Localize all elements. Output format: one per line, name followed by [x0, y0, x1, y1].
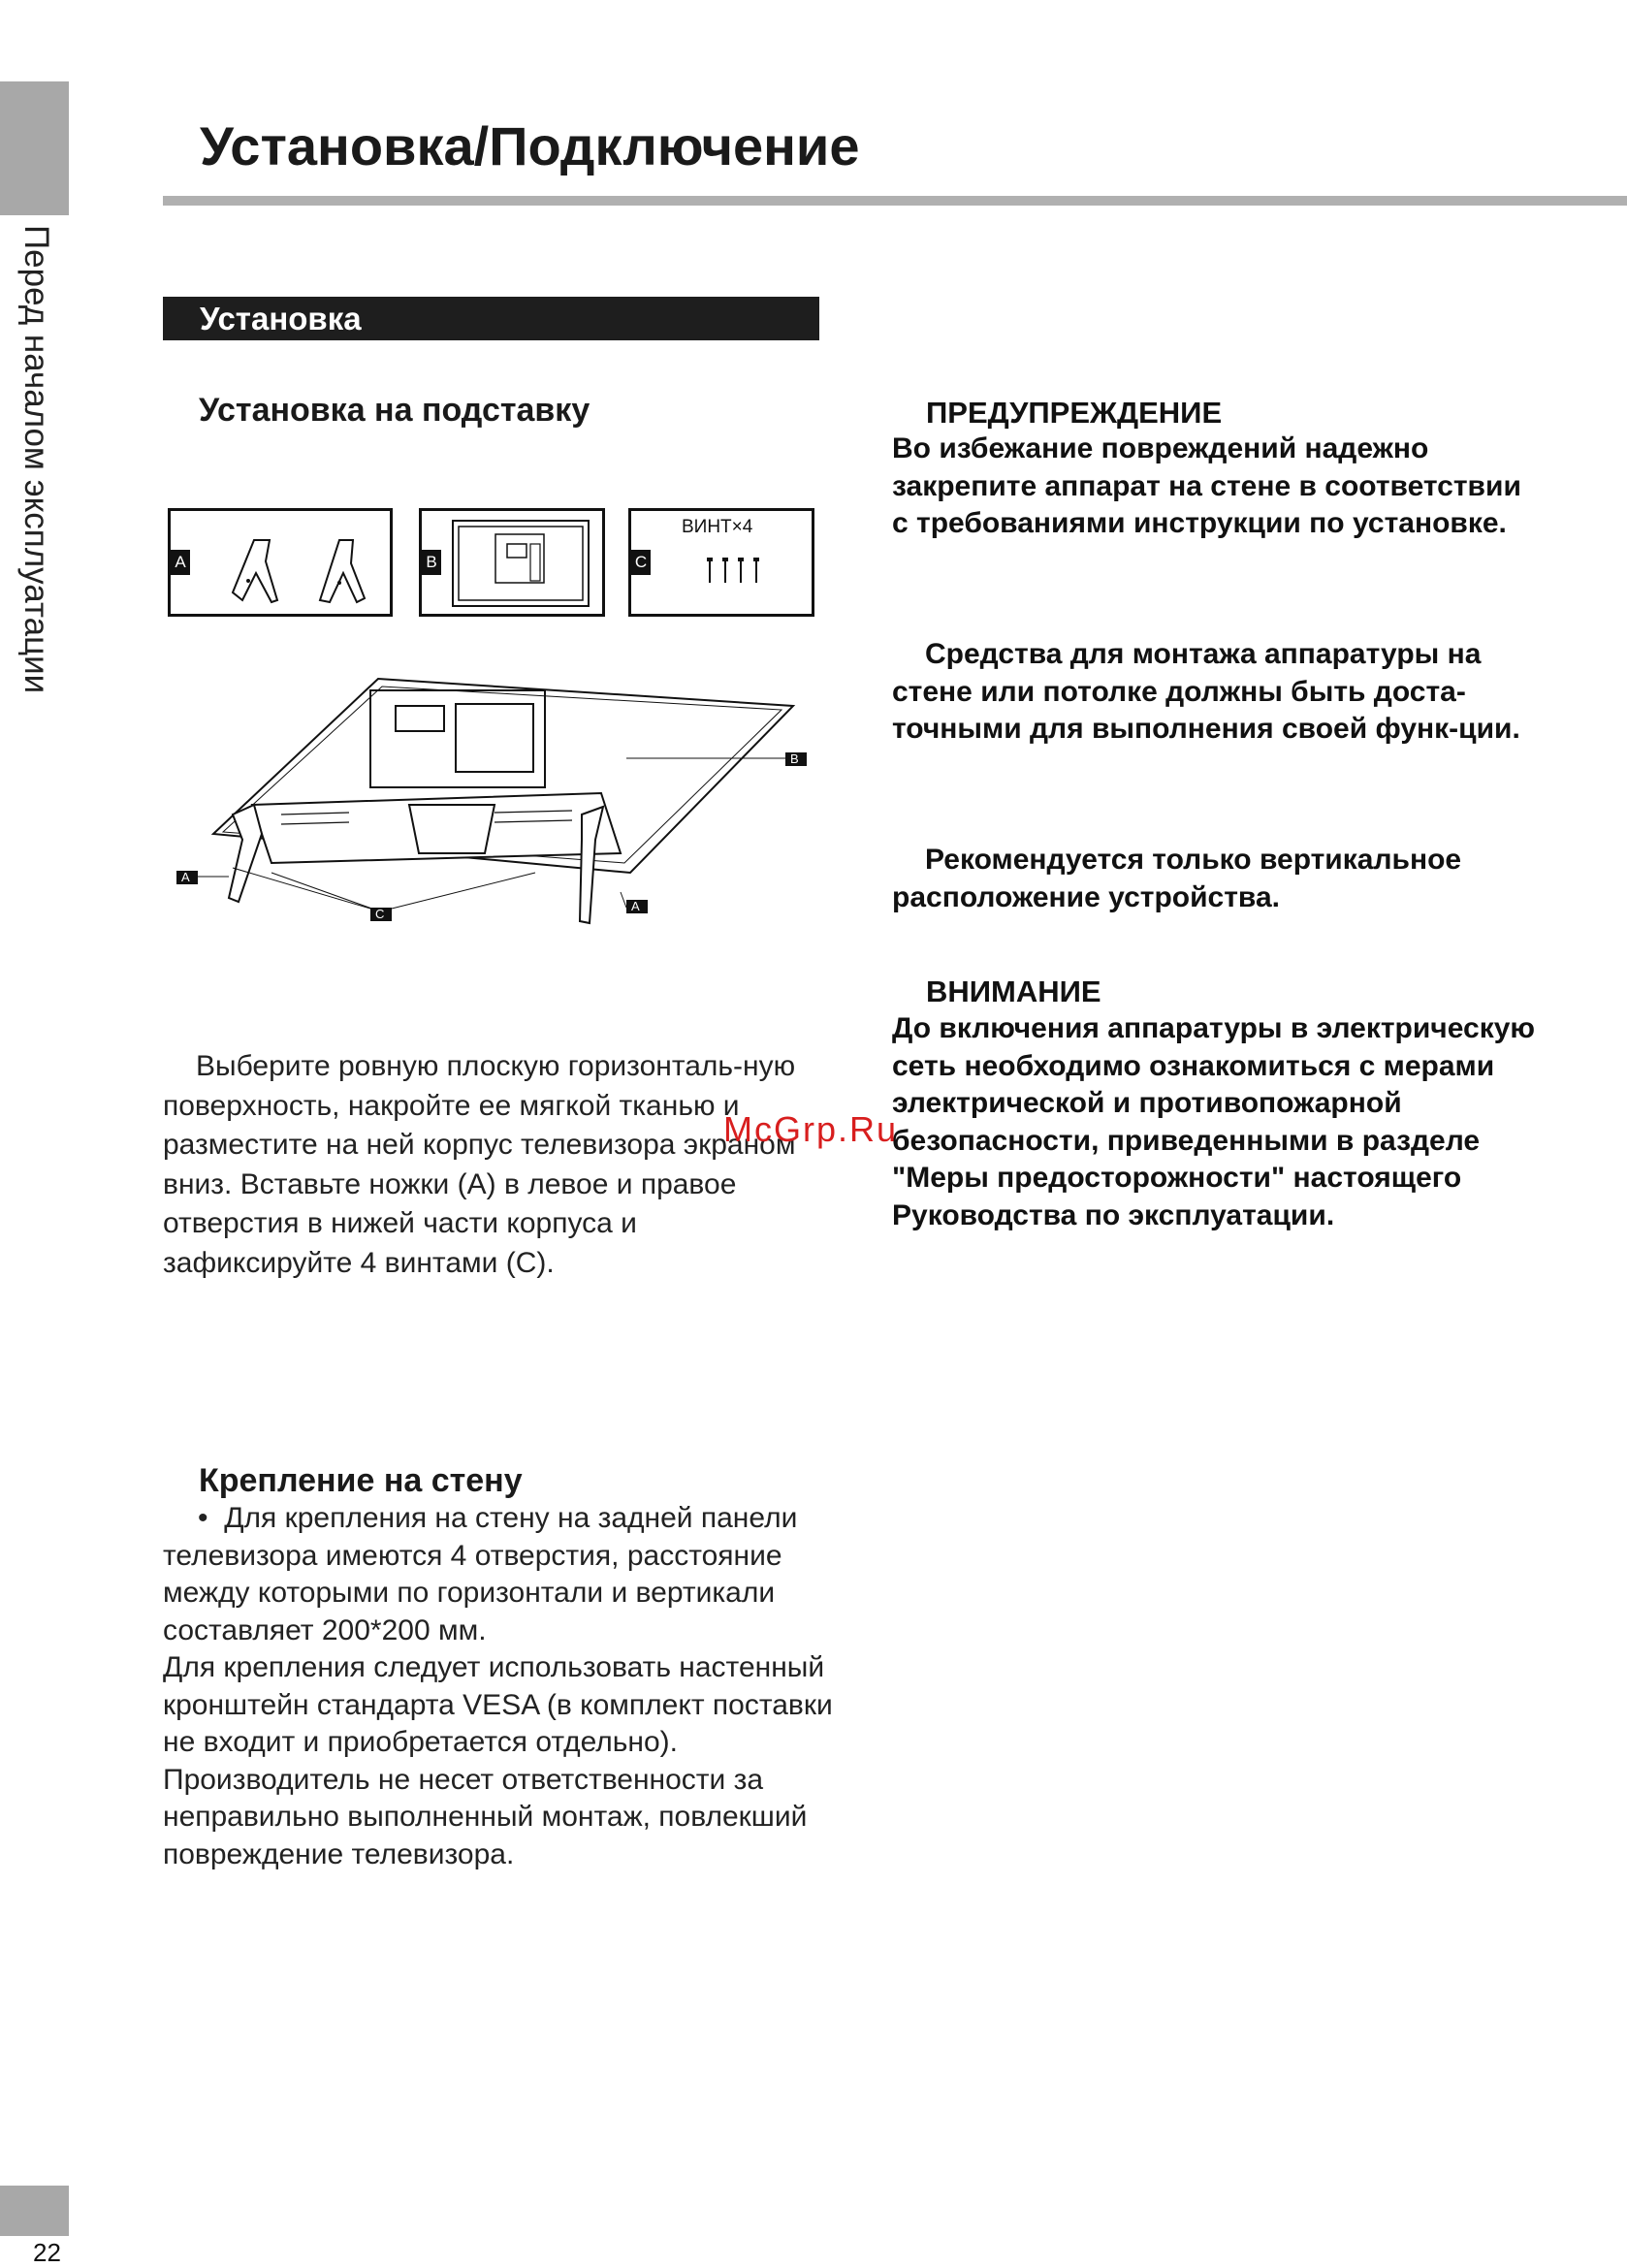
warning-text-2: Средства для монтажа аппаратуры на стене или потолке должны быть доста-точными для выполнения своей функ-ции. — [892, 638, 1520, 745]
side-tab-marker — [0, 81, 69, 215]
part-tag-c: C — [631, 550, 651, 575]
part-tag-b: B — [422, 550, 441, 575]
part-box-legs — [168, 508, 393, 617]
warning-heading: ПРЕДУПРЕЖДЕНИЕ — [926, 396, 1223, 430]
warning-text-3: Рекомендуется только вертикальное расположение устройства. — [892, 844, 1462, 913]
wall-heading: Крепление на стену — [199, 1462, 523, 1499]
attention-heading: ВНИМАНИЕ — [926, 974, 1101, 1008]
wall-text-1: • Для крепления на стену на задней панели телевизора имеются 4 отверстия, расстояние между которыми по горизонтали и вертикали составляет 200*200 мм. — [163, 1502, 798, 1646]
sidebar-section-label: Перед началом эксплуатации — [17, 225, 55, 694]
diagram-label-a-right: A — [631, 899, 640, 913]
title-divider — [163, 196, 1627, 206]
stand-legs-icon — [194, 515, 388, 612]
diagram-label-b: B — [790, 751, 799, 766]
section-header-bar — [163, 297, 819, 340]
assembly-diagram — [165, 669, 824, 941]
part-tag-a: A — [171, 550, 190, 575]
watermark: McGrp.Ru — [723, 1109, 899, 1149]
tv-back-icon — [445, 515, 600, 612]
diagram-label-a-left: A — [181, 870, 190, 884]
page-title: Установка/Подключение — [200, 115, 860, 176]
screws-caption: ВИНТ×4 — [682, 517, 753, 537]
wall-text-2: Для крепления следует использовать настенный кронштейн стандарта VESA (в комплект поставки не входит и приобретается отдельно). Производитель не несет ответственности за неправильно выполненный монтаж, повлекший повреждение телевизора. — [163, 1651, 833, 1870]
warning-text: Во избежание повреждений надежно закрепите аппарат на стене в соответствии с требованиями инструкции по установке. — [892, 432, 1521, 539]
page-number: 22 — [33, 2238, 61, 2267]
stand-instruction: Выберите ровную плоскую горизонталь-ную поверхность, накройте ее мягкой тканью и разместите на ней корпус телевизора экраном вниз. Вставьте ножки (A) в левое и правое отверстия в нижей части корпуса и зафиксируйте 4 винтами (C). — [163, 1050, 796, 1279]
part-box-screws — [628, 508, 814, 617]
bottom-tab-marker — [0, 2186, 69, 2236]
stand-heading: Установка на подставку — [199, 392, 590, 429]
section-title: Установка — [200, 301, 362, 336]
wall-text — [163, 1500, 861, 1873]
screws-icon — [701, 554, 769, 602]
attention-text: До включения аппаратуры в электрическую сеть необходимо ознакомиться с мерами электрической и противопожарной безопасности, приведенными в разделе "Меры предосторожности" настоящего Руководства по эксплуатации. — [892, 1012, 1536, 1231]
part-box-tv — [419, 508, 605, 617]
diagram-label-c: C — [375, 907, 385, 921]
